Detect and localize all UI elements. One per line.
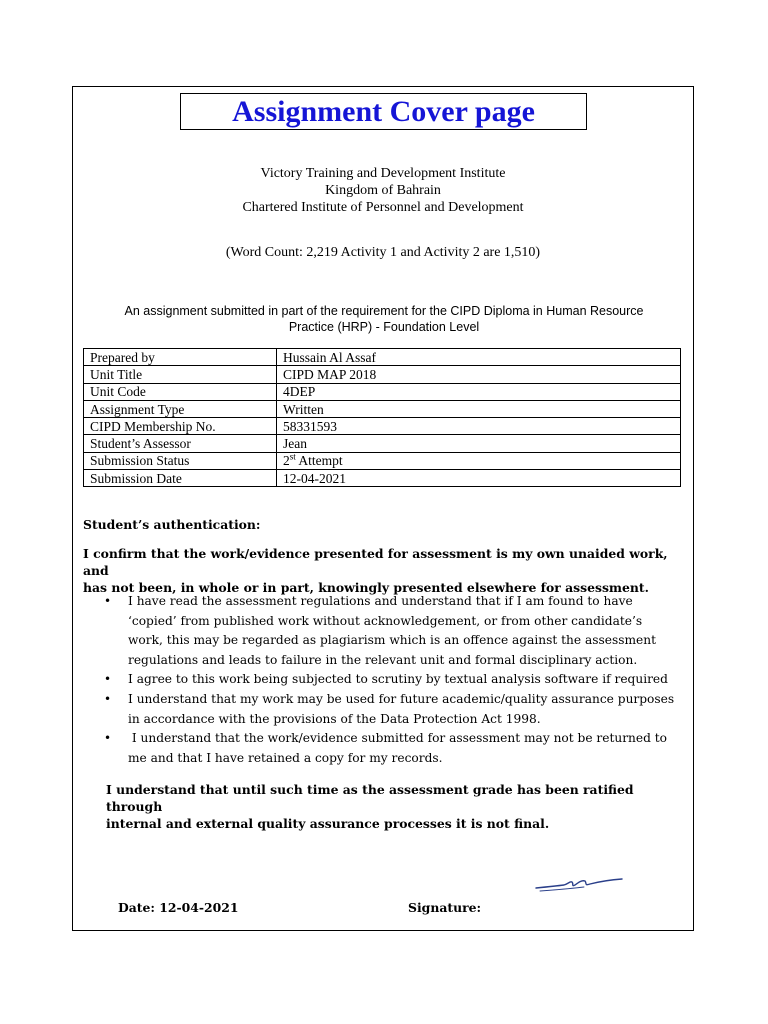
bullet-line: in accordance with the provisions of the Data Protection Act 1998. — [128, 711, 541, 726]
detail-value: Jean — [277, 435, 681, 452]
final-line-2: internal and external quality assurance processes it is not final. — [106, 816, 550, 831]
table-row — [84, 470, 681, 487]
detail-label: Submission Status — [84, 452, 277, 469]
confirm-line-1: I confirm that the work/evidence presented for assessment is my own unaided work, and — [83, 546, 668, 578]
detail-label: CIPD Membership No. — [84, 418, 277, 435]
bullet-icon: • — [104, 731, 112, 746]
status-ordinal: st — [289, 451, 296, 462]
detail-value: 58331593 — [277, 418, 681, 435]
detail-label: Submission Date — [84, 470, 277, 487]
confirm-line-2: has not been, in whole or in part, knowingly presented elsewhere for assessment. — [83, 580, 649, 595]
detail-label: Prepared by — [84, 349, 277, 366]
institute-name: Victory Training and Development Institute — [260, 166, 506, 181]
list-item — [100, 690, 680, 729]
date-label: Date: 12-04-2021 — [118, 900, 239, 915]
bullet-line: ‘copied’ from published work without acknowledgement, or from other candidate’s — [128, 613, 643, 628]
detail-value: Hussain Al Assaf — [277, 349, 681, 366]
detail-label: Assignment Type — [84, 400, 277, 417]
intro-line-2: Practice (HRP) - Foundation Level — [288, 320, 480, 334]
table-row — [84, 366, 681, 383]
list-item — [100, 592, 680, 670]
bullet-line: work, this may be regarded as plagiarism which is an offence against the assessment — [128, 633, 656, 648]
bullet-line: regulations and leads to failure in the relevant unit and formal disciplinary action. — [128, 652, 638, 667]
detail-value: 12-04-2021 — [277, 470, 681, 487]
table-row — [84, 435, 681, 452]
bullet-icon: • — [104, 672, 112, 687]
institute-country: Kingdom of Bahrain — [325, 183, 441, 198]
signature-stroke — [536, 879, 622, 888]
bullet-line: I understand that my work may be used for future academic/quality assurance purposes — [128, 691, 675, 706]
final-line-1: I understand that until such time as the assessment grade has been ratified through — [106, 782, 634, 814]
bullet-icon: • — [104, 594, 112, 608]
table-row — [84, 383, 681, 400]
bullet-line: I understand that the work/evidence submitted for assessment may not be returned to — [128, 731, 668, 746]
bullet-icon: • — [104, 691, 112, 706]
detail-value: Written — [277, 400, 681, 417]
table-row — [84, 349, 681, 366]
final-statement — [106, 781, 686, 832]
intro-line-1: An assignment submitted in part of the requirement for the CIPD Diploma in Human Resource — [124, 304, 644, 318]
detail-value: CIPD MAP 2018 — [277, 366, 681, 383]
signature-image — [534, 872, 624, 896]
list-item — [100, 670, 680, 690]
bullet-line: me and that I have retained a copy for my records. — [128, 750, 443, 765]
page-title: Assignment Cover page — [232, 94, 535, 128]
confirm-statement — [83, 545, 683, 596]
table-row — [84, 452, 681, 469]
detail-label: Student’s Assessor — [84, 435, 277, 452]
status-number: 2 — [283, 453, 290, 469]
detail-label: Unit Title — [84, 366, 277, 383]
detail-label: Unit Code — [84, 383, 277, 400]
auth-heading: Student’s authentication: — [83, 517, 261, 532]
table-row — [84, 400, 681, 417]
declaration-list — [100, 592, 680, 768]
word-count: (Word Count: 2,219 Activity 1 and Activity 2 are 1,510) — [225, 245, 541, 260]
bullet-line: I agree to this work being subjected to scrutiny by textual analysis software if required — [128, 672, 668, 687]
institute-body: Chartered Institute of Personnel and Development — [242, 200, 524, 215]
details-table — [83, 348, 681, 487]
detail-value — [277, 452, 681, 469]
bullet-line: I have read the assessment regulations and understand that if I am found to have — [128, 594, 633, 608]
list-item — [100, 729, 680, 768]
detail-value: 4DEP — [277, 383, 681, 400]
signature-label: Signature: — [408, 900, 482, 915]
title-box — [180, 93, 587, 130]
assignment-intro — [86, 303, 682, 335]
table-row — [84, 418, 681, 435]
status-rest: Attempt — [295, 453, 343, 469]
